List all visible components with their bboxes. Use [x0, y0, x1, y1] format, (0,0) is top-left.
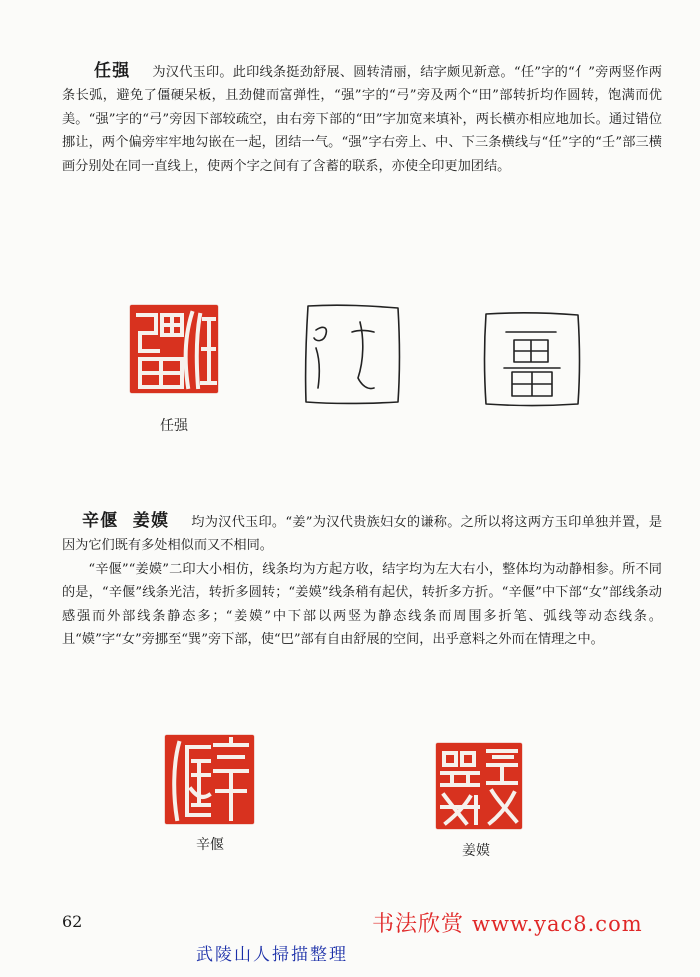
site-name: 书法欣赏	[372, 912, 465, 937]
section2-first-paragraph	[62, 510, 662, 558]
section2-paragraph-2: “辛偃”“姜嫫”二印大小相仿，线条均为方起方收，结字均为左大右小，整体均为动静相参。所不同的是，“辛偃”线条光洁，转折多圆转；“姜嫫”线条稍有起伏，转折多方折。“辛偃”中下部“女”部线条动感强而外部线条静态多；“姜嫫”中下部以两竖为静态线条而周围多折笔、弧线等动态线条。且“嫫”字“女”旁挪至“巽”旁下部，使“巴”部有自由舒展的空间，出乎意料之外而在情理之中。	[62, 561, 662, 648]
seal-xinyan-glyphs	[165, 735, 254, 824]
site-url: www.yac8.com	[472, 912, 643, 936]
section-renqiang-paragraph: 为汉代玉印。此印线条挺劲舒展、圆转清丽，结字颇见新意。“任”字的“亻”旁两竖作两条长弧，避免了僵硬呆板，且劲健而富弹性，“强”字的“弓”旁及两个“田”部转折均作圆转，饱满而优美。“强”字的“弓”旁因下部较疏空，由右旁下部的“田”字加宽来填补，两长横亦相应地加长。通过错位挪让，两个偏旁牢牢地勾嵌在一起，团结一气。“强”字右旁上、中、下三条横线与“任”字的“壬”部三横画分别处在同一直线上，使两个字之间有了含蓄的联系，亦使全印更加团结。	[62, 65, 662, 174]
seal-sketch-outline-1	[302, 302, 402, 406]
seal-xinyan-red	[165, 735, 254, 824]
section-heading-renqiang: 任强	[94, 61, 131, 81]
section-heading-jiangmo: 姜嫫	[132, 511, 170, 531]
page-number: 62	[62, 912, 83, 931]
seal-sketch-outline-2	[482, 310, 582, 408]
site-watermark	[372, 907, 643, 938]
section-xinyan-jiangmo	[62, 510, 662, 651]
scanner-credit: 武陵山人掃描整理	[196, 945, 348, 965]
section-renqiang-text	[62, 60, 662, 178]
seal-caption-renqiang: 任强	[160, 418, 188, 434]
seal-renqiang-red	[130, 305, 218, 393]
seal-jiangmo-glyphs	[436, 743, 522, 829]
seal-caption-xinyan: 辛偃	[196, 837, 224, 853]
sketch-drawing-1	[302, 302, 402, 406]
seal-caption-jiangmo: 姜嫫	[462, 843, 490, 859]
seal-renqiang-glyphs	[130, 305, 218, 393]
sketch-drawing-2	[482, 310, 582, 408]
section-heading-group	[82, 511, 169, 531]
section-heading-xinyan: 辛偃	[82, 511, 119, 531]
seal-jiangmo-red	[436, 743, 522, 829]
section-renqiang	[62, 60, 662, 178]
section2-paragraph-1: 均为汉代玉印。“姜”为汉代贵族妇女的谦称。之所以将这两方玉印单独并置，是因为它们既有多处相似而又不相同。	[62, 515, 663, 554]
